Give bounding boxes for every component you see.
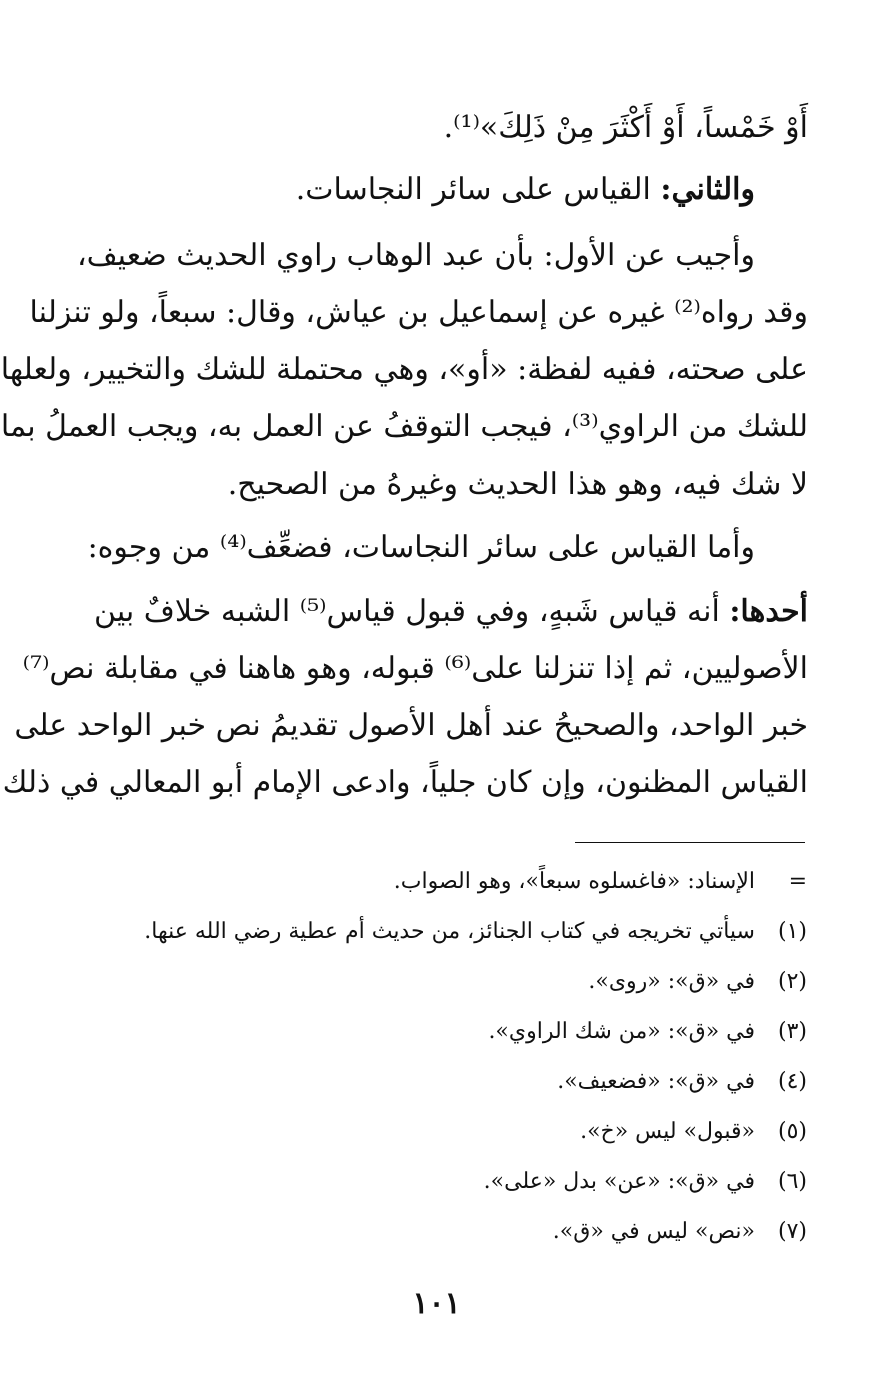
footnote-text: سيأتي تخريجه في كتاب الجنائز، من حديث أم عطية رضي الله عنها. [144,919,755,944]
text-line-6: للشك من الراوي⁽³⁾، فيجب التوقفُ عن العمل به، ويجب العملُ بما [0,409,808,444]
first-point-heading: أحدها: [729,594,808,629]
text-line-2 [94,170,755,210]
footnote-number: (٦) [777,1169,807,1194]
text-line-8: وأما القياس على سائر النجاسات، فضعِّف⁽⁴⁾ من وجوه: [87,530,755,565]
text-line-10: الأصوليين، ثم إذا تنزلنا على⁽⁶⁾ قبوله، وهو هاهنا في مقابلة نص⁽⁷⁾ [22,651,808,686]
text-line-3: وأجيب عن الأول: بأن عبد الوهاب راوي الحديث ضعيف، [76,238,755,273]
text-line-9 [94,592,808,632]
text-line-12: القياس المظنون، وإن كان جلياً، وادعى الإمام أبو المعالي في ذلك [2,765,808,800]
text-line-4: وقد رواه⁽²⁾ غيره عن إسماعيل بن عياش، وقال: سبعاً، ولو تنزلنا [29,295,808,330]
footnote-number: (٧) [777,1219,807,1244]
footnote-number: (٣) [777,1019,807,1044]
footnote-text: «قبول» ليس «خ». [580,1119,755,1144]
footnote-separator [575,842,805,843]
footnote-number: (٢) [777,969,807,994]
footnote-text: «نص» ليس في «ق». [552,1219,755,1244]
text-line-7: لا شك فيه، وهو هذا الحديث وغيرهُ من الصحيح. [227,467,808,502]
second-heading: والثاني: [660,172,755,207]
footnote-continuation-text: الإسناد: «فاغسلوه سبعاً»، وهو الصواب. [393,869,755,894]
text-line-1: أَوْ خَمْساً، أَوْ أَكْثَرَ مِنْ ذَلِكَ»⁽¹⁾. [443,110,808,145]
footnote-text: في «ق»: «روى». [588,969,755,994]
first-point-text: أنه قياس شَبهٍ، وفي قبول قياس⁽⁵⁾ الشبه خلافٌ بين [94,594,730,629]
text-line-11: خبر الواحد، والصحيحُ عند أهل الأصول تقديمُ نص خبر الواحد على [14,708,808,743]
footnote-number: (٤) [777,1069,807,1094]
footnote-number: (١) [777,919,807,944]
footnote-text: في «ق»: «عن» بدل «على». [483,1169,755,1194]
text-line-5: على صحته، ففيه لفظة: «أو»، وهي محتملة للشك والتخيير، ولعلها [0,352,808,387]
page-number: ١٠١ [412,1286,461,1321]
footnote-number: (٥) [777,1119,807,1144]
second-heading-text: القياس على سائر النجاسات. [295,172,661,207]
footnote-text: في «ق»: «فضعيف». [557,1069,755,1094]
footnote-continuation-mark: = [788,869,807,894]
footnote-text: في «ق»: «من شك الراوي». [488,1019,755,1044]
